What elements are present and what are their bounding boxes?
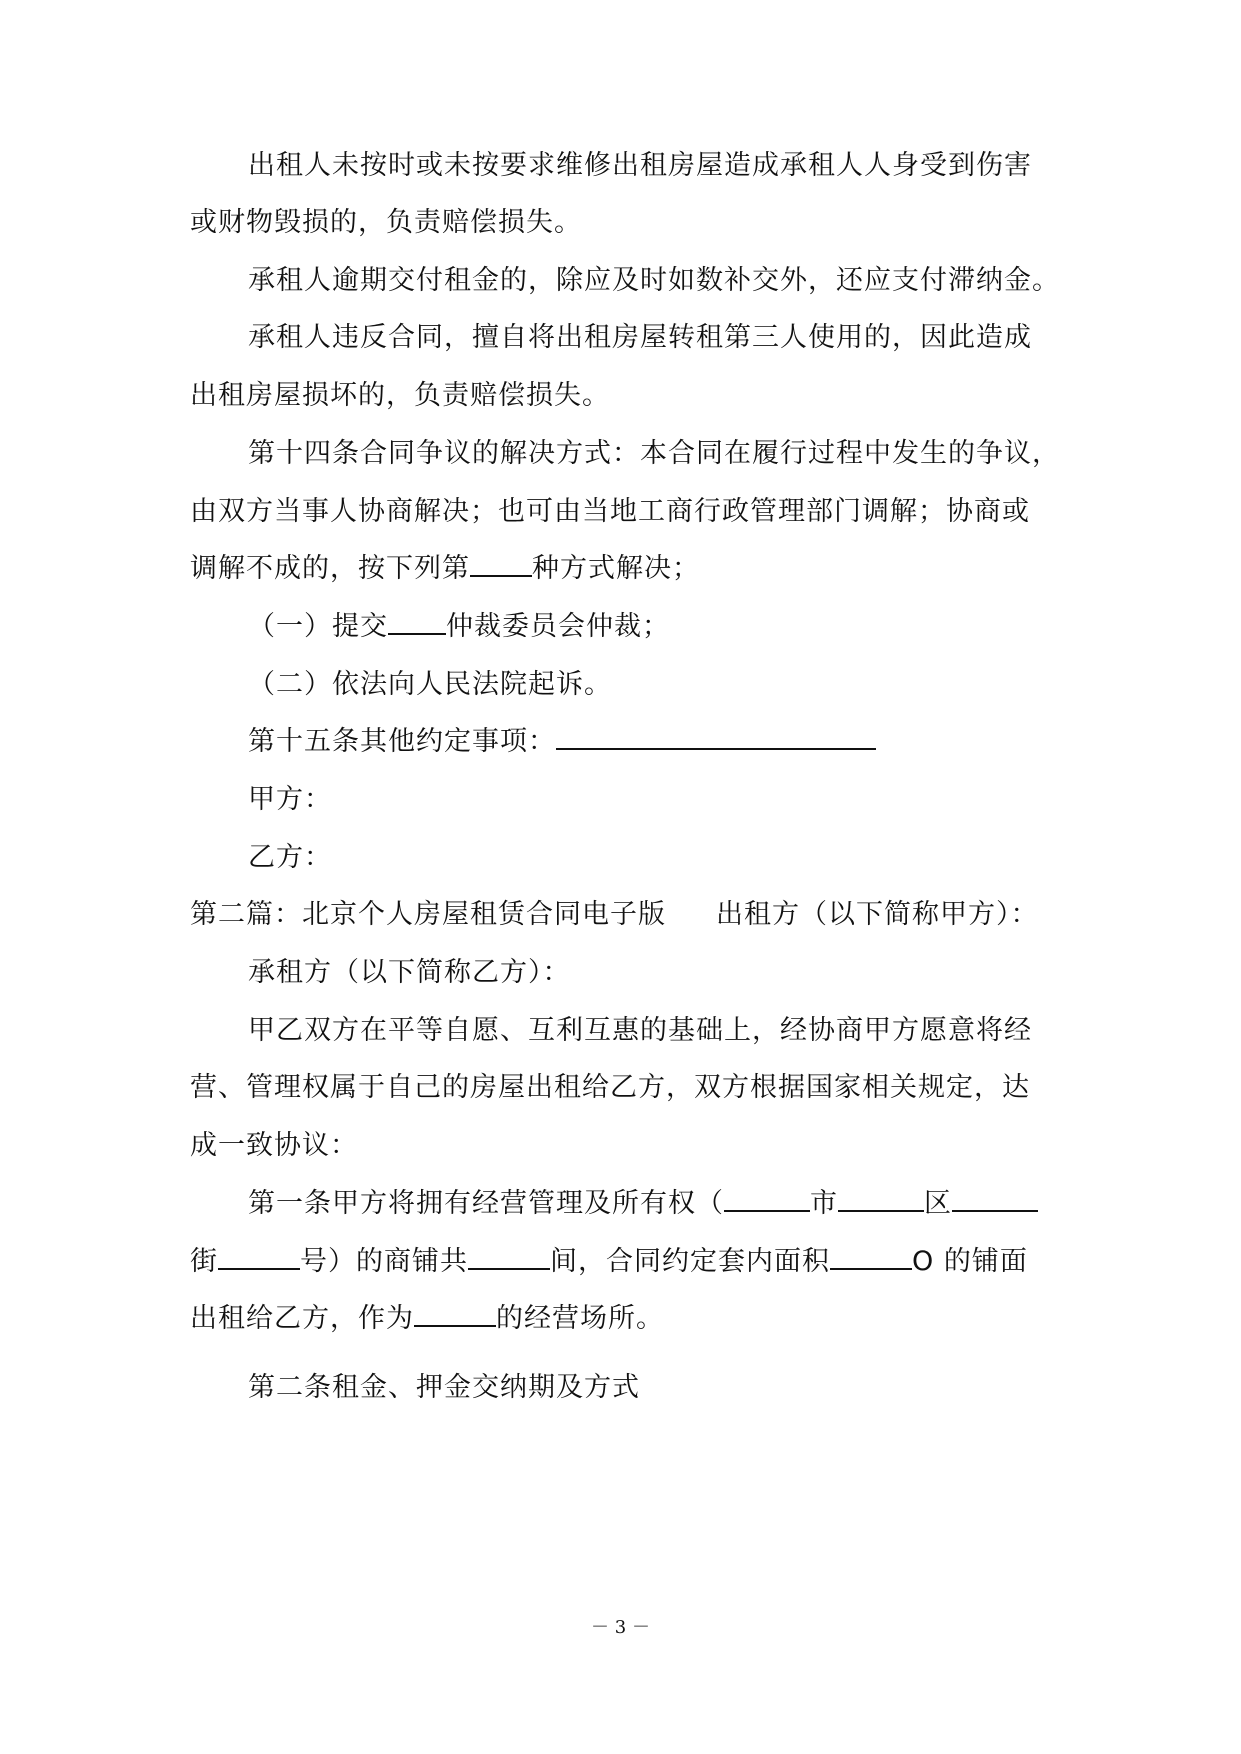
signature-line-party-b: 乙方： (248, 842, 332, 873)
paragraph-line: （二）依法向人民法院起诉。 (248, 669, 612, 700)
fill-in-blank (470, 551, 532, 577)
paragraph-line: 承租人违反合同，擅自将出租房屋转租第三人使用的，因此造成 (248, 322, 1032, 353)
fill-in-blank (556, 724, 876, 750)
paragraph-line (248, 724, 876, 760)
paragraph-line: 由双方当事人协商解决；也可由当地工商行政管理部门调解；协商或 (190, 496, 1030, 527)
text-segment: 间，合同约定套内面积 (550, 1246, 830, 1277)
paragraph-line (190, 1301, 664, 1337)
fill-in-blank (414, 1301, 496, 1327)
paragraph-line: 第十四条合同争议的解决方式：本合同在履行过程中发生的争议， (248, 438, 1060, 469)
paragraph-line (248, 609, 670, 645)
text-segment: 仲裁委员会仲裁； (446, 611, 670, 642)
text-segment: 种方式解决； (532, 553, 700, 584)
fill-in-blank (388, 609, 446, 635)
text-segment: 的经营场所。 (496, 1303, 664, 1334)
text-segment: （一）提交 (248, 611, 388, 642)
fill-in-blank (218, 1244, 300, 1270)
paragraph-line: 承租方（以下简称乙方）： (248, 957, 571, 988)
text-segment: 号）的商铺共 (300, 1246, 468, 1277)
text-segment: 第一条甲方将拥有经营管理及所有权（ (248, 1188, 724, 1219)
paragraph-line: 或财物毁损的，负责赔偿损失。 (190, 207, 582, 238)
paragraph-line (248, 1186, 1038, 1222)
fill-in-blank (838, 1186, 924, 1212)
paragraph-line: 承租人逾期交付租金的，除应及时如数补交外，还应支付滞纳金。 (248, 265, 1060, 296)
paragraph-line: 出租人未按时或未按要求维修出租房屋造成承租人人身受到伤害 (248, 150, 1032, 181)
paragraph-line (190, 1244, 1028, 1280)
fill-in-blank (724, 1186, 810, 1212)
text-segment: 市 (810, 1188, 838, 1219)
text-segment: 第十五条其他约定事项： (248, 726, 556, 757)
text-segment: 出租方（以下简称甲方）： (716, 899, 1039, 930)
paragraph-line: 营、管理权属于自己的房屋出租给乙方，双方根据国家相关规定，达 (190, 1072, 1030, 1103)
fill-in-blank (468, 1244, 550, 1270)
fill-in-blank (952, 1186, 1038, 1212)
text-segment: 区 (924, 1188, 952, 1219)
page-number: － 3 － (591, 1617, 650, 1638)
text-segment: O 的铺面 (912, 1246, 1028, 1277)
text-segment: 第二篇：北京个人房屋租赁合同电子版 (190, 899, 666, 930)
paragraph-line: 第二条租金、押金交纳期及方式 (248, 1372, 640, 1403)
text-segment: 街 (190, 1246, 218, 1277)
text-segment: 调解不成的，按下列第 (190, 553, 470, 584)
paragraph-line (190, 551, 700, 587)
paragraph-line: 成一致协议： (190, 1130, 358, 1161)
text-segment: 出租给乙方，作为 (190, 1303, 414, 1334)
signature-line-party-a: 甲方： (248, 784, 332, 815)
fill-in-blank (830, 1244, 912, 1270)
section-heading (190, 897, 1039, 933)
paragraph-line: 出租房屋损坏的，负责赔偿损失。 (190, 380, 610, 411)
paragraph-line: 甲乙双方在平等自愿、互利互惠的基础上，经协商甲方愿意将经 (248, 1015, 1032, 1046)
